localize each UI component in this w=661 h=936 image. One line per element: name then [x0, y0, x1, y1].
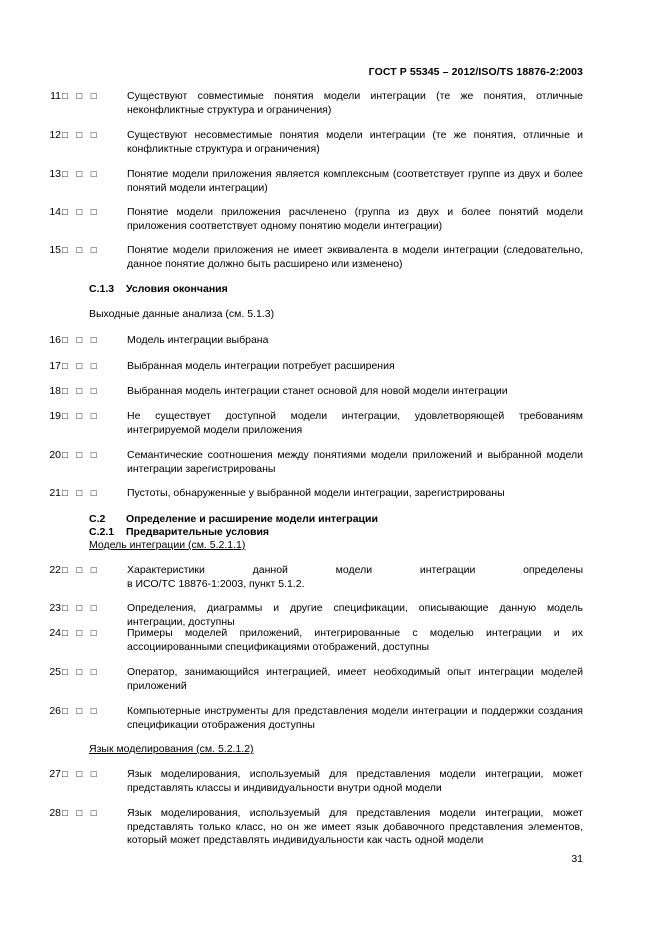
- checkbox-icon-group[interactable]: □ □ □: [62, 361, 100, 372]
- item-number: 22: [49, 564, 61, 576]
- item-number: 14: [49, 206, 61, 218]
- document-header: ГОСТ Р 55345 – 2012/ISO/TS 18876-2:2003: [368, 66, 583, 78]
- item-text: Компьютерные инструменты для представления модели интеграции и поддержки создания спецификации отображения доступны: [127, 705, 583, 731]
- checkbox-icon-group[interactable]: □ □ □: [62, 130, 100, 141]
- checkbox-icon-group[interactable]: □ □ □: [62, 450, 100, 461]
- item-number: 16: [49, 334, 61, 346]
- item-text-line: [127, 564, 583, 578]
- section-title: Предварительные условия: [126, 526, 270, 538]
- item-word: Характеристики: [127, 564, 205, 576]
- section-code: С.1.3: [89, 283, 115, 295]
- item-text: Модель интеграции выбрана: [127, 334, 269, 346]
- item-text: Выбранная модель интеграции потребует расширения: [127, 360, 395, 372]
- item-number: 27: [49, 768, 61, 780]
- item-text: Примеры моделей приложений, интегрированные с моделью интеграции и их ассоциированными спецификациями отображений, доступны: [127, 627, 583, 653]
- checkbox-icon-group[interactable]: □ □ □: [62, 603, 100, 614]
- item-text: Определения, диаграммы и другие спецификации, описывающие данную модель интеграции, доступны: [127, 602, 583, 628]
- item-number: 12: [49, 129, 61, 141]
- item-number: 21: [49, 487, 61, 499]
- checkbox-icon-group[interactable]: □ □ □: [62, 667, 100, 678]
- item-word: определены: [523, 564, 583, 576]
- checkbox-icon-group[interactable]: □ □ □: [62, 706, 100, 717]
- item-text: Не существует доступной модели интеграции, удовлетворяющей требованиям интегрируемой модели приложения: [127, 410, 583, 436]
- checkbox-icon-group[interactable]: □ □ □: [62, 169, 100, 180]
- page-number: 31: [571, 853, 583, 865]
- item-text: Оператор, занимающийся интеграцией, имеет необходимый опыт интеграции моделей приложений: [127, 666, 583, 692]
- item-number: 17: [49, 360, 61, 372]
- checkbox-icon-group[interactable]: □ □ □: [62, 565, 100, 576]
- item-text-line: в ИСО/ТС 18876-1:2003, пункт 5.1.2.: [127, 577, 305, 590]
- item-word: модели: [335, 564, 373, 576]
- checkbox-icon-group[interactable]: □ □ □: [62, 411, 100, 422]
- checkbox-icon-group[interactable]: □ □ □: [62, 335, 100, 346]
- item-number: 28: [49, 807, 61, 819]
- item-text: Семантические соотношения между понятиями модели приложений и выбранной модели интеграции зарегистрированы: [127, 449, 583, 475]
- item-word: интеграции: [419, 564, 476, 576]
- item-number: 18: [49, 385, 61, 397]
- checkbox-icon-group[interactable]: □ □ □: [62, 91, 100, 102]
- checkbox-icon-group[interactable]: □ □ □: [62, 386, 100, 397]
- item-number: 15: [49, 244, 61, 256]
- checkbox-icon-group[interactable]: □ □ □: [62, 488, 100, 499]
- checkbox-icon-group[interactable]: □ □ □: [62, 207, 100, 218]
- section-title: Определение и расширение модели интеграции: [126, 513, 378, 525]
- item-text: Язык моделирования, используемый для представления модели интеграции, может представлять только класс, но он же имеет язык добавочного представления элементов, который может представлять индивидуальности как часть одной модели: [127, 807, 583, 846]
- output-label: Выходные данные анализа (см. 5.1.3): [89, 308, 275, 320]
- item-number: 23: [49, 602, 61, 614]
- item-text: Выбранная модель интеграции станет основой для новой модели интеграции: [127, 385, 508, 397]
- section-title: Условия окончания: [126, 283, 228, 295]
- subheading-integration-model: Модель интеграции (см. 5.2.1.1): [89, 539, 246, 551]
- item-number: 20: [49, 449, 61, 461]
- item-text: Пустоты, обнаруженные у выбранной модели интеграции, зарегистрированы: [127, 487, 505, 499]
- item-number: 26: [49, 705, 61, 717]
- item-number: 11: [50, 90, 61, 102]
- checkbox-icon-group[interactable]: □ □ □: [62, 769, 100, 780]
- item-text: Понятие модели приложения является комплексным (соответствует группе из двух и более понятий модели интеграции): [127, 168, 583, 194]
- item-number: 25: [49, 666, 61, 678]
- subheading-modeling-language: Язык моделирования (см. 5.2.1.2): [89, 743, 254, 755]
- item-text: Существуют несовместимые понятия модели интеграции (те же понятия, отличные и конфликтные структура и ограничения): [127, 129, 583, 155]
- item-word: данной: [252, 564, 288, 576]
- item-number: 13: [49, 168, 61, 180]
- checkbox-icon-group[interactable]: □ □ □: [62, 245, 100, 256]
- item-text: Понятие модели приложения расчленено (группа из двух и более понятий модели приложения соответствует одному понятию модели интеграции): [127, 206, 583, 232]
- checkbox-icon-group[interactable]: □ □ □: [62, 808, 100, 819]
- item-text: Существуют совместимые понятия модели интеграции (те же понятия, отличные неконфликтные структура и ограничения): [127, 90, 583, 116]
- section-code: С.2.1: [89, 526, 115, 538]
- section-code: С.2: [89, 513, 106, 525]
- item-number: 24: [49, 627, 61, 639]
- item-text: Понятие модели приложения не имеет эквивалента в модели интеграции (следовательно, данное понятие должно быть расширено или изменено): [127, 244, 583, 270]
- item-text: [127, 564, 583, 591]
- item-number: 19: [49, 410, 61, 422]
- checkbox-icon-group[interactable]: □ □ □: [62, 628, 100, 639]
- item-text: Язык моделирования, используемый для представления модели интеграции, может представлять классы и индивидуальности внутри одной модели: [127, 768, 583, 794]
